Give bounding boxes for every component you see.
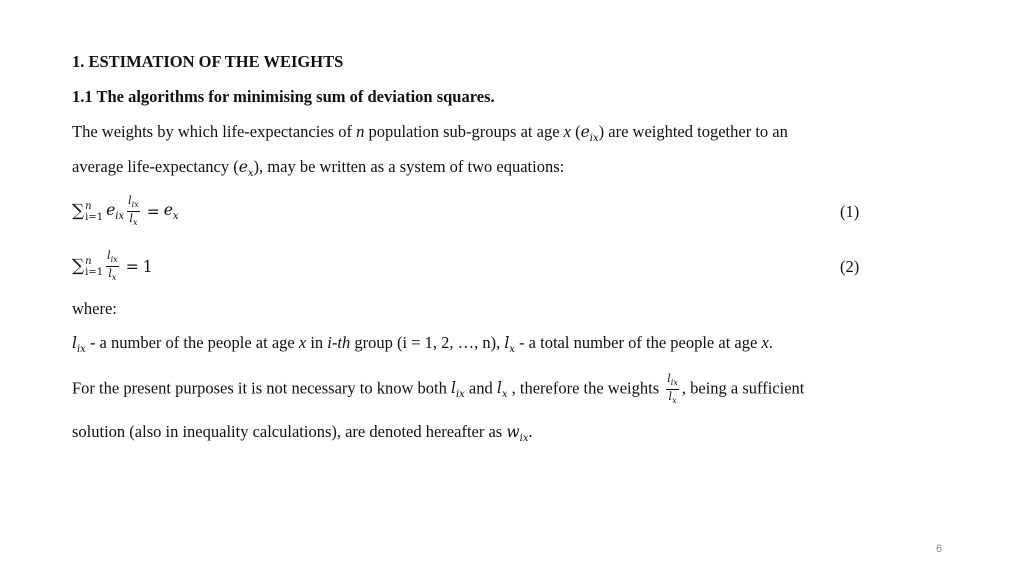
fraction-lix-lx: $\frac{l_{ix}}{l_x}$ xyxy=(667,372,678,406)
paragraph-intro-line1: The weights by which life-expectancies of n population sub-groups at age x $(e_{ix})$ are weighted together to an xyxy=(72,122,788,145)
paragraph-weights-line1: For the present purposes it is not necessary to know both $l_{ix}$ and $l_x$ , therefore the weights $\frac{l_{ix}}{l_x}$ , being a sufficient xyxy=(72,372,805,406)
section-heading: 1. ESTIMATION OF THE WEIGHTS xyxy=(72,52,344,71)
equation-2: ∑ n i=1 $\frac{l_{ix}}{l_x}$ = 1 xyxy=(72,249,153,283)
paragraph-intro-line2: average life-expectancy $(e_x)$, may be written as a system of two equations: xyxy=(72,157,565,180)
math-e-x: $e_x$ xyxy=(238,158,254,180)
fraction-lix-lx: $\frac{l_{ix}}{l_x}$ xyxy=(128,194,139,228)
subsection-heading: 1.1 The algorithms for minimising sum of deviation squares. xyxy=(72,87,495,106)
paragraph-weights-line2: solution (also in inequality calculations), are denoted hereafter as $w_{ix}$. xyxy=(72,422,533,445)
summation: ∑ n i=1 xyxy=(72,255,104,278)
fraction-lix-lx: $\frac{l_{ix}}{l_x}$ xyxy=(107,249,118,283)
equation-1: ∑ n i=1 $e_{ix}$ $\frac{l_{ix}}{l_x}$ = $e_x$ xyxy=(72,194,179,228)
where-label: where: xyxy=(72,299,117,318)
equation-2-number: (2) xyxy=(840,257,860,276)
math-e-ix: $e_{ix}$ xyxy=(580,123,599,145)
equation-1-number: (1) xyxy=(840,202,860,221)
page-number: 6 xyxy=(936,543,943,555)
paragraph-definitions: $l_{ix}$ - a number of the people at age x in i-th group (i = 1, 2, …, n), $l_x$ - a total number of the people at age x. xyxy=(72,333,773,356)
summation: ∑ n i=1 xyxy=(72,200,104,223)
